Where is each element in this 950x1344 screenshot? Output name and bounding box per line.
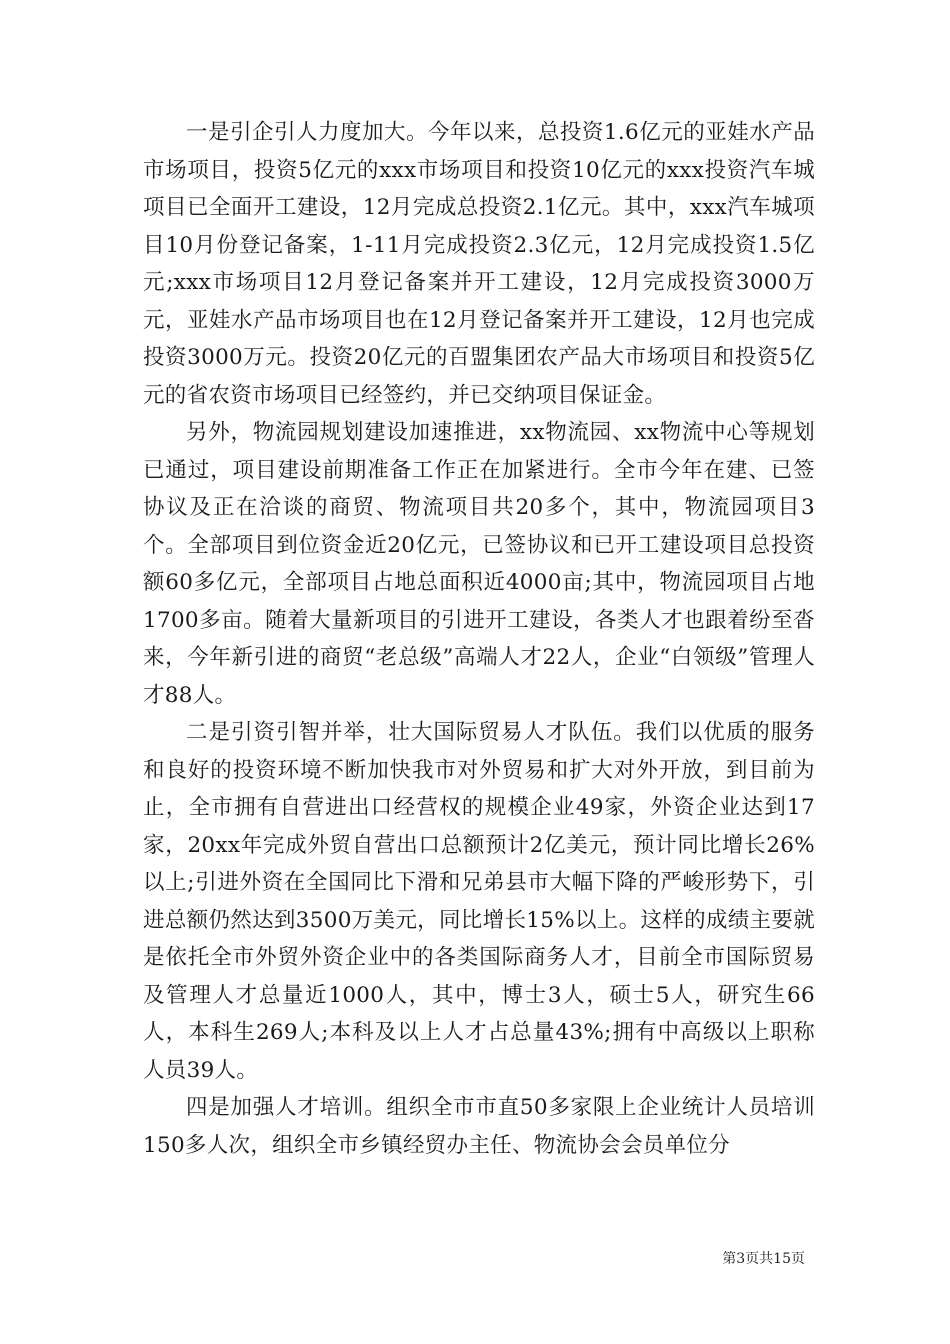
paragraph-investment-attraction: 一是引企引人力度加大。今年以来，总投资1.6亿元的亚娃水产品市场项目，投资5亿元的xxx市场项目和投资10亿元的xxx投资汽车城项目已全面开工建设，12月完成总投资2.1亿元。其中，xxx汽车城项目10月份登记备案，1-11月完成投资2.3亿元，12月完成投资1.5亿元;xxx市场项目12月登记备案并开工建设，12月完成投资3000万元，亚娃水产品市场项目也在12月登记备案并开工建设，12月也完成投资3000万元。投资20亿元的百盟集团农产品大市场项目和投资5亿元的省农资市场项目已经签约，并已交纳项目保证金。 [143, 120, 815, 408]
paragraph-logistics-park: 另外，物流园规划建设加速推进，xx物流园、xx物流中心等规划已通过，项目建设前期准备工作正在加紧进行。全市今年在建、已签协议及正在洽谈的商贸、物流项目共20多个，其中，物流园项目3个。全部项目到位资金近20亿元，已签协议和已开工建设项目总投资额60多亿元，全部项目占地总面积近4000亩;其中，物流园项目占地1700多亩。随着大量新项目的引进开工建设，各类人才也跟着纷至沓来，今年新引进的商贸“老总级”高端人才22人，企业“白领级”管理人才88人。 [143, 420, 815, 708]
paragraph-international-trade-talent: 二是引资引智并举，壮大国际贸易人才队伍。我们以优质的服务和良好的投资环境不断加快我市对外贸易和扩大对外开放，到目前为止，全市拥有自营进出口经营权的规模企业49家，外资企业达到17家，20xx年完成外贸自营出口总额预计2亿美元，预计同比增长26%以上;引进外资在全国同比下滑和兄弟县市大幅下降的严峻形势下，引进总额仍然达到3500万美元，同比增长15%以上。这样的成绩主要就是依托全市外贸外资企业中的各类国际商务人才，目前全市国际贸易及管理人才总量近1000人，其中，博士3人，硕士5人，研究生66人，本科生269人;本科及以上人才占总量43%;拥有中高级以上职称人员39人。 [143, 720, 815, 1083]
page-number: 第3页共15页 [722, 1251, 805, 1267]
paragraph-talent-training: 四是加强人才培训。组织全市市直50多家限上企业统计人员培训150多人次，组织全市乡镇经贸办主任、物流协会会员单位分 [143, 1095, 815, 1158]
document-body [143, 114, 815, 1164]
